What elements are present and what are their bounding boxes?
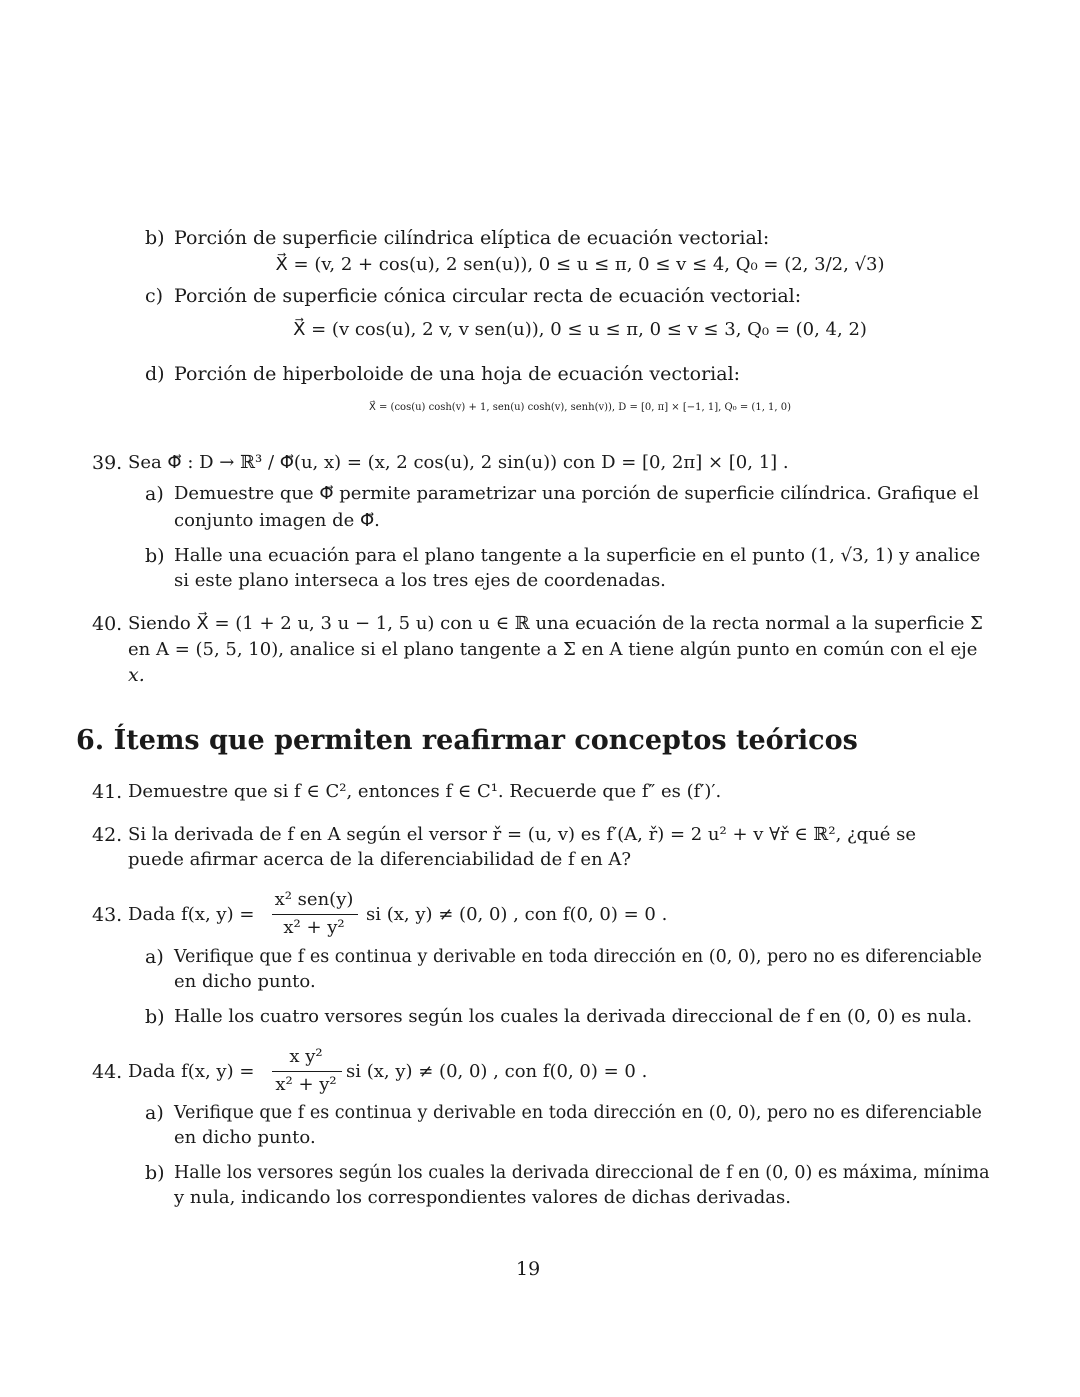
problem-44-lhs: Dada f(x, y) = <box>128 1061 255 1082</box>
problem-44-fraction-bar <box>272 1071 342 1072</box>
item-d-equation: X⃗ = (cos(u) cosh(v) + 1, sen(u) cosh(v), senh(v)), D = [0, π] × [−1, 1], Q₀ = (1, 1, 0) <box>368 402 792 413</box>
problem-39b-line2: si este plano interseca a los tres ejes de coordenadas. <box>174 570 666 591</box>
problem-41-text: Demuestre que si f ∈ C², entonces f ∈ C¹. Recuerde que f″ es (f′)′. <box>128 781 722 802</box>
problem-43-lhs: Dada f(x, y) = <box>128 904 255 925</box>
problem-40-line3: x. <box>128 664 145 686</box>
problem-44-numerator: x y² <box>289 1046 323 1067</box>
problem-41-number: 41. <box>92 781 123 803</box>
problem-39b-label: b) <box>145 545 165 567</box>
problem-44-number: 44. <box>92 1061 123 1083</box>
problem-43a-line1: Verifique que f es continua y derivable en toda dirección en (0, 0), pero no es diferenciable <box>174 947 982 967</box>
problem-43b-label: b) <box>145 1006 165 1028</box>
problem-43a-line2: en dicho punto. <box>174 971 316 992</box>
item-b-label: b) <box>145 227 165 249</box>
problem-42-line1: Si la derivada de f en A según el versor ř = (u, v) es f′(A, ř) = 2 u² + v ∀ř ∈ ℝ², ¿qué se <box>128 824 917 845</box>
problem-44-condition: si (x, y) ≠ (0, 0) , con f(0, 0) = 0 . <box>346 1061 648 1082</box>
problem-43b-line1: Halle los cuatro versores según los cuales la derivada direccional de f en (0, 0) es nula. <box>174 1006 973 1027</box>
problem-44-denominator: x² + y² <box>275 1074 337 1095</box>
item-c-equation: X⃗ = (v cos(u), 2 v, v sen(u)), 0 ≤ u ≤ π, 0 ≤ v ≤ 3, Q₀ = (0, 4, 2) <box>293 319 867 340</box>
page-number: 19 <box>516 1258 541 1280</box>
problem-39a-line1: Demuestre que Φ⃗ permite parametrizar una porción de superficie cilíndrica. Grafique el <box>174 483 979 504</box>
problem-40-line1: Siendo X⃗ = (1 + 2 u, 3 u − 1, 5 u) con u ∈ ℝ una ecuación de la recta normal a la superficie Σ <box>128 613 983 634</box>
problem-44a-label: a) <box>145 1102 164 1124</box>
item-b-equation: X⃗ = (v, 2 + cos(u), 2 sen(u)), 0 ≤ u ≤ π, 0 ≤ v ≤ 4, Q₀ = (2, 3/2, √3) <box>275 254 885 275</box>
item-d-text: Porción de hiperboloide de una hoja de ecuación vectorial: <box>174 363 741 385</box>
problem-39b-line1: Halle una ecuación para el plano tangente a la superficie en el punto (1, √3, 1) y analice <box>174 545 981 566</box>
problem-43-denominator: x² + y² <box>283 917 345 938</box>
problem-40-number: 40. <box>92 613 123 635</box>
problem-44a-line2: en dicho punto. <box>174 1127 316 1148</box>
problem-44b-label: b) <box>145 1162 165 1184</box>
item-c-label: c) <box>145 285 164 307</box>
problem-44a-line1: Verifique que f es continua y derivable en toda dirección en (0, 0), pero no es diferenciable <box>174 1103 982 1123</box>
problem-43a-label: a) <box>145 946 164 968</box>
item-c-text: Porción de superficie cónica circular recta de ecuación vectorial: <box>174 285 802 307</box>
problem-43-numerator: x² sen(y) <box>274 889 354 910</box>
problem-43-number: 43. <box>92 904 123 926</box>
problem-39-number: 39. <box>92 452 123 474</box>
problem-44b-line1: Halle los versores según los cuales la derivada direccional de f en (0, 0) es máxima, mínima <box>174 1163 990 1183</box>
section-heading: 6. Ítems que permiten reafirmar conceptos teóricos <box>76 725 858 756</box>
problem-44b-line2: y nula, indicando los correspondientes valores de dichas derivadas. <box>174 1187 791 1208</box>
problem-42-number: 42. <box>92 824 123 846</box>
problem-39a-label: a) <box>145 483 164 505</box>
item-b-text: Porción de superficie cilíndrica elíptica de ecuación vectorial: <box>174 227 770 249</box>
problem-39a-line2: conjunto imagen de Φ⃗. <box>174 510 380 531</box>
problem-42-line2: puede afirmar acerca de la diferenciabilidad de f en A? <box>128 849 632 870</box>
item-d-label: d) <box>145 363 165 385</box>
problem-39-statement: Sea Φ⃗ : D → ℝ³ / Φ⃗(u, x) = (x, 2 cos(u), 2 sin(u)) con D = [0, 2π] × [0, 1] . <box>128 452 789 473</box>
problem-40-line2: en A = (5, 5, 10), analice si el plano tangente a Σ en A tiene algún punto en común con el eje <box>128 639 978 660</box>
problem-43-condition: si (x, y) ≠ (0, 0) , con f(0, 0) = 0 . <box>366 904 668 925</box>
problem-43-fraction-bar <box>272 914 358 915</box>
